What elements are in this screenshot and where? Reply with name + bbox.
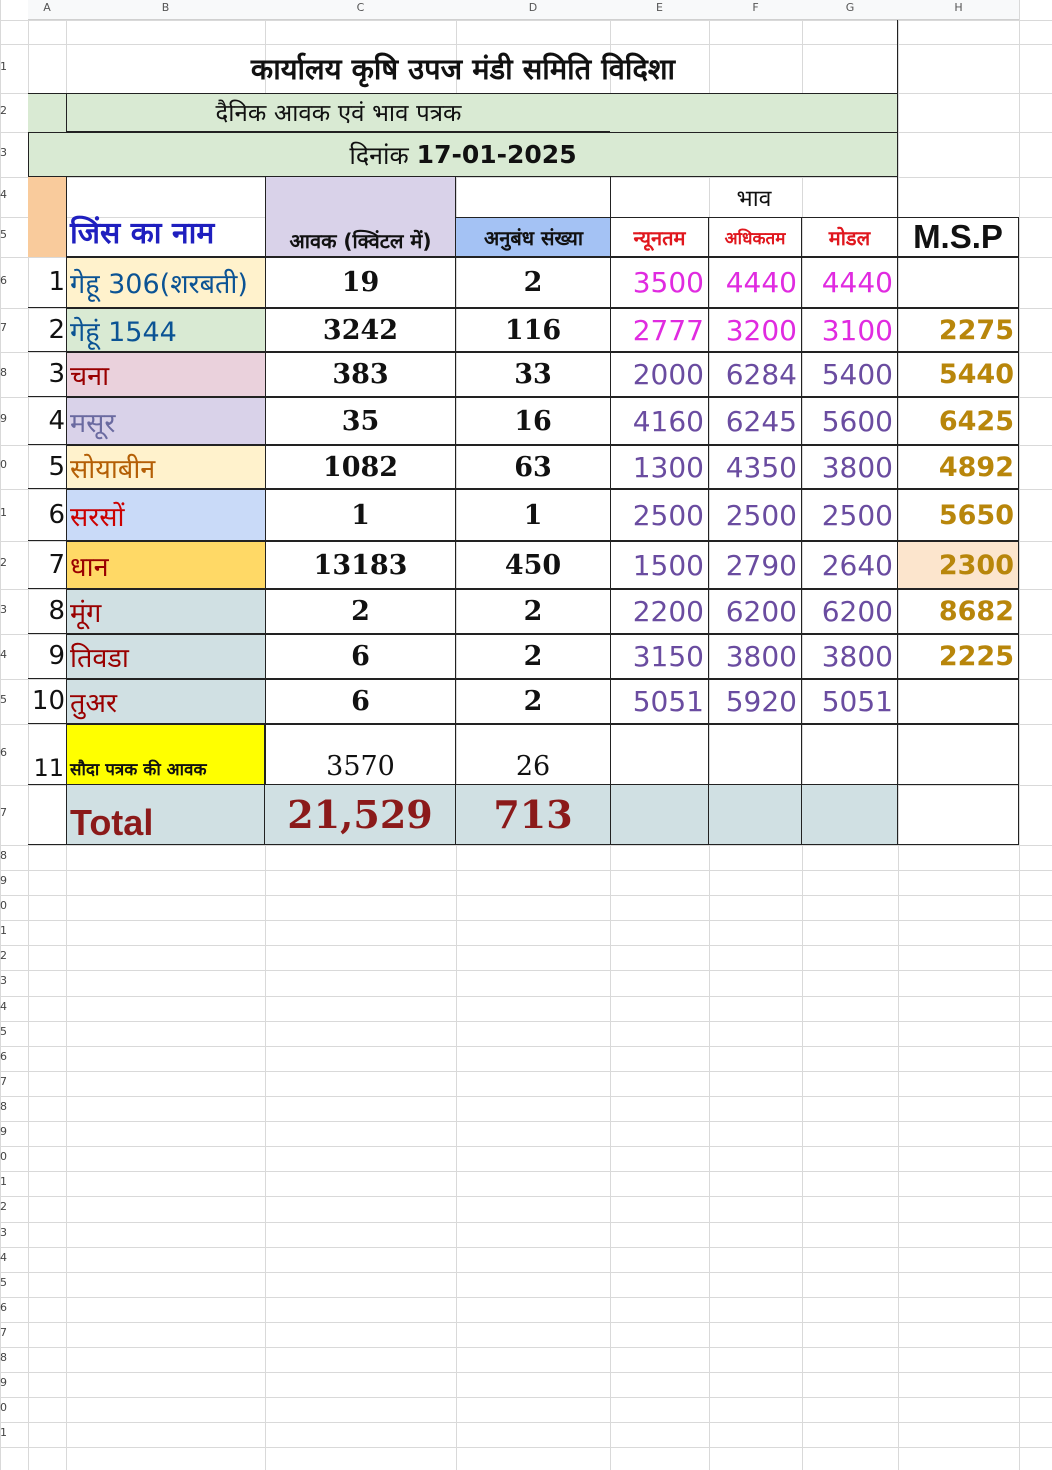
row-sn-text: 7 [48,549,65,580]
row-arrival[interactable] [265,541,456,589]
row-crop-text: सोयाबीन [70,453,156,485]
subtitle-text: दैनिक आवक एवं भाव पत्रक [215,99,462,127]
row-contracts-text: 33 [514,359,552,390]
total-arrival[interactable] [264,784,456,845]
row-number[interactable]: 4 [0,188,7,201]
modal-header[interactable] [801,217,898,257]
subtitle-row-a[interactable] [28,93,66,132]
sauda-sn-text: 11 [33,754,64,782]
row-msp[interactable] [897,541,1019,589]
row-number[interactable]: 8 [0,848,7,862]
total-contracts-text: 713 [493,792,573,837]
column-header-b[interactable]: B [66,0,265,20]
row-min-text: 1300 [632,450,704,484]
row-sn[interactable] [28,257,67,308]
row-number[interactable]: 7 [0,321,7,334]
row-number[interactable]: 2 [0,103,7,117]
row-min-text: 2200 [632,595,704,628]
modal-header-text: मोडल [828,225,871,250]
row-number[interactable]: 8 [0,1350,7,1364]
row-number[interactable]: 3 [0,974,7,987]
row-crop[interactable] [66,308,266,352]
row-number[interactable]: 5 [0,1275,7,1289]
row-arrival[interactable] [265,589,456,634]
msp-header-text: M.S.P [913,218,1003,255]
date-label: दिनांक [349,140,409,170]
subtitle-row-right[interactable] [610,93,898,132]
row-contracts-text: 450 [504,549,562,581]
row-max[interactable] [708,257,802,308]
row-number[interactable]: 6 [0,1300,7,1314]
sauda-arrival[interactable] [265,724,456,785]
row-crop[interactable] [66,679,266,724]
row-arrival-text: 3242 [322,314,399,346]
sauda-label[interactable] [66,724,265,785]
row-number[interactable]: 2 [0,1200,7,1213]
bhav-header[interactable] [610,177,898,217]
row-arrival-text: 19 [341,267,380,298]
row-modal-text: 6200 [821,595,893,628]
row-sn[interactable] [28,445,67,489]
row-max-text: 6200 [725,595,797,628]
row-crop[interactable] [66,489,266,541]
row-number[interactable]: 0 [0,898,7,912]
row-contracts[interactable] [455,634,611,679]
row-min[interactable] [610,679,709,724]
column-header-g[interactable]: G [802,0,898,20]
row-number[interactable]: 1 [0,923,7,937]
row-arrival-text: 35 [341,405,380,437]
row-min[interactable] [610,397,709,445]
row-modal-text: 5600 [821,404,893,438]
subtitle-cell[interactable] [66,93,611,132]
row-crop[interactable] [66,541,266,589]
row-msp[interactable] [897,257,1019,308]
row-arrival-text: 13183 [313,549,408,581]
row-max[interactable] [708,308,802,352]
row-number[interactable]: 8 [0,365,7,379]
sauda-max[interactable] [708,724,802,785]
total-max[interactable] [708,784,802,845]
row-modal[interactable] [801,589,898,634]
row-modal-text: 2640 [821,548,893,582]
min-header-text: न्यूनतम [633,225,686,250]
row-min[interactable] [610,589,709,634]
row-modal-text: 3800 [821,640,893,673]
row-min-text: 2000 [632,358,704,391]
row-number[interactable]: 6 [0,745,7,759]
row-msp[interactable] [897,679,1019,724]
total-label-text: Total [70,802,154,843]
total-min[interactable] [610,784,709,845]
row-modal[interactable] [801,679,898,724]
row-number[interactable]: 9 [0,412,7,425]
row-max[interactable] [708,397,802,445]
row-contracts[interactable] [455,352,611,397]
row-max-text: 3200 [725,313,797,347]
row-number[interactable]: 9 [0,873,7,887]
row-msp-text: 2275 [938,314,1014,346]
row-arrival-text: 383 [332,359,389,390]
crop-header[interactable] [66,177,265,257]
row-min-text: 2500 [632,498,704,532]
column-header-d[interactable]: D [456,0,610,20]
row-arrival-text: 6 [351,686,370,717]
row-crop[interactable] [66,397,266,445]
row-max-text: 6284 [725,358,797,391]
max-header[interactable] [708,217,802,257]
title-text: कार्यालय कृषि उपज मंडी समिति विदिशा [250,51,676,86]
row-arrival[interactable] [265,679,456,724]
row-number[interactable]: 1 [0,506,7,519]
row-arrival[interactable] [265,397,456,445]
row-number[interactable]: 4 [0,999,7,1013]
row-contracts[interactable] [455,589,611,634]
row-crop-text: मसूर [70,407,116,439]
row-arrival[interactable] [265,445,456,489]
row-max[interactable] [708,679,802,724]
row-number[interactable]: 1 [0,59,7,73]
total-arrival-text: 21,529 [287,792,433,837]
row-number[interactable]: 4 [0,647,7,661]
row-contracts-text: 2 [523,686,543,717]
row-modal[interactable] [801,489,898,541]
row-min[interactable] [610,634,709,679]
row-contracts[interactable] [455,445,611,489]
row-msp-text: 5440 [938,359,1014,390]
row-sn-text: 4 [48,405,65,436]
row-sn[interactable] [28,679,67,724]
row-number[interactable]: 0 [0,1149,7,1163]
sauda-msp[interactable] [897,724,1019,785]
row-msp[interactable] [897,352,1019,397]
row-number[interactable]: 4 [0,1250,7,1264]
bhav-header-text: भाव [736,186,772,212]
row-sn[interactable] [28,589,67,634]
row-arrival[interactable] [265,489,456,541]
row-min-text: 1500 [632,548,704,582]
row-contracts-text: 63 [514,451,552,483]
row-sn[interactable] [28,634,67,679]
row-modal-text: 2500 [821,498,893,532]
row-crop-text: चना [70,361,110,392]
row-crop[interactable] [66,352,266,397]
row-msp-text: 2300 [938,549,1014,581]
row-min[interactable] [610,445,709,489]
date-value: 17-01-2025 [416,140,577,169]
row-msp-text: 5650 [938,499,1014,531]
row-number[interactable]: 9 [0,1375,7,1389]
row-msp-text: 6425 [938,405,1014,437]
row-arrival[interactable] [265,308,456,352]
row-number[interactable]: 5 [0,692,7,706]
row-max[interactable] [708,589,802,634]
row-min[interactable] [610,352,709,397]
row-arrival-text: 6 [351,641,370,672]
row-arrival[interactable] [265,634,456,679]
sauda-contracts-text: 26 [515,751,551,782]
row-contracts[interactable] [455,308,611,352]
arrival-header[interactable] [265,177,456,257]
row-number[interactable]: 3 [0,1225,7,1239]
crop-header-text: जिंस का नाम [70,216,215,251]
row-msp[interactable] [897,397,1019,445]
row-min-text: 4160 [632,404,704,438]
row-msp[interactable] [897,489,1019,541]
sauda-modal[interactable] [801,724,898,785]
row-min[interactable] [610,308,709,352]
row-crop-text: गेहूं 1544 [70,316,177,348]
row-max-text: 5920 [725,685,797,718]
row-arrival-text: 1 [351,499,370,531]
title-right-border [897,20,898,177]
row-contracts[interactable] [455,679,611,724]
row-msp[interactable] [897,634,1019,679]
row-number[interactable]: 6 [0,273,7,287]
row-crop-text: तुअर [70,688,118,719]
row-number[interactable]: 7 [0,1074,7,1088]
row-number[interactable]: 1 [0,1174,7,1188]
row-sn-text: 1 [48,267,65,297]
row-number[interactable]: 5 [0,1024,7,1038]
total-modal[interactable] [801,784,898,845]
row-crop-text: तिवडा [70,643,129,674]
row-max[interactable] [708,489,802,541]
row-modal[interactable] [801,541,898,589]
date-cell[interactable] [28,132,898,177]
row-modal[interactable] [801,308,898,352]
row-crop[interactable] [66,634,266,679]
row-crop[interactable] [66,257,266,308]
column-header-e[interactable]: E [610,0,709,20]
row-min-text: 5051 [632,685,704,718]
row-max-text: 4350 [725,450,797,484]
row-sn-text: 5 [48,451,65,482]
row-sn[interactable] [28,397,67,445]
max-header-text: अधिकतम [724,228,786,249]
row-contracts[interactable] [455,541,611,589]
row-max-text: 3800 [725,640,797,673]
row-arrival[interactable] [265,352,456,397]
row-contracts[interactable] [455,489,611,541]
column-header-a[interactable]: A [28,0,66,20]
row-msp-text: 2225 [938,641,1014,672]
row-min-text: 2777 [632,313,704,347]
contracts-header[interactable] [456,217,611,257]
row-max[interactable] [708,541,802,589]
row-contracts-text: 1 [523,499,543,531]
row-modal[interactable] [801,257,898,308]
row-arrival-text: 1082 [322,451,399,483]
row-crop-text: सरसों [70,501,125,533]
row-crop[interactable] [66,589,266,634]
row-msp-text: 4892 [938,451,1014,483]
row-number[interactable]: 0 [0,458,7,471]
row-crop-text: गेहू 306(शरबती) [70,269,248,300]
row-msp[interactable] [897,308,1019,352]
row-sn[interactable] [28,308,67,352]
row-number[interactable]: 1 [0,1425,7,1439]
row-sn[interactable] [28,352,67,397]
sauda-sn[interactable] [28,724,66,785]
row-min[interactable] [610,541,709,589]
msp-header[interactable] [897,217,1019,257]
row-msp-text: 8682 [938,596,1014,627]
row-max[interactable] [708,352,802,397]
column-header-c[interactable]: C [265,0,456,20]
row-number[interactable]: 7 [0,1325,7,1339]
sauda-min[interactable] [610,724,709,785]
row-contracts-text: 2 [523,267,543,298]
row-max-text: 6245 [725,404,797,438]
sauda-contracts[interactable] [455,724,611,785]
row-max[interactable] [708,634,802,679]
column-header-f[interactable]: F [709,0,802,20]
column-header-h[interactable]: H [898,0,1019,20]
row-modal-text: 3100 [821,313,893,347]
row-modal-text: 5400 [821,358,893,391]
row-modal[interactable] [801,352,898,397]
row-number[interactable]: 8 [0,1099,7,1113]
row-number[interactable]: 0 [0,1400,7,1414]
row-crop-text: मूंग [70,598,102,629]
row-max-text: 2790 [725,548,797,582]
row-number[interactable]: 5 [0,228,7,241]
contracts-header-text: अनुबंध संख्या [483,225,584,250]
row-contracts-text: 16 [514,405,552,437]
row-sn[interactable] [28,541,67,589]
row-min-text: 3500 [632,266,704,299]
row-arrival[interactable] [265,257,456,308]
row-number[interactable]: 2 [0,948,7,962]
row-sn-text: 3 [48,359,65,389]
row-msp[interactable] [897,445,1019,489]
row-modal[interactable] [801,397,898,445]
row-sn-text: 2 [48,314,65,345]
row-modal[interactable] [801,634,898,679]
row-arrival-text: 2 [351,596,370,627]
row-sn[interactable] [28,489,67,541]
row-msp[interactable] [897,589,1019,634]
total-label[interactable] [66,784,265,845]
header-a-cell[interactable] [28,177,66,257]
row-contracts[interactable] [455,397,611,445]
row-modal-text: 5051 [821,685,893,718]
sauda-arrival-text: 3570 [326,751,395,782]
row-min[interactable] [610,489,709,541]
arrival-header-text: आवक (क्विंटल में) [289,229,432,253]
row-number[interactable]: 7 [0,806,7,819]
row-contracts-text: 116 [504,314,562,346]
row-max-text: 4440 [725,266,797,299]
row-contracts-text: 2 [523,641,543,672]
contracts-header-top[interactable] [456,177,611,217]
row-number[interactable]: 9 [0,1124,7,1138]
min-header[interactable] [610,217,709,257]
row-crop-text: धान [70,551,109,583]
row-sn-text: 6 [48,499,65,530]
row-sn-text: 10 [31,686,65,716]
total-contracts[interactable] [455,784,611,845]
row-crop[interactable] [66,445,266,489]
row-modal-text: 3800 [821,450,893,484]
row-contracts-text: 2 [523,596,543,627]
row-number[interactable]: 3 [0,602,7,616]
row-max-text: 2500 [725,498,797,532]
page-title[interactable] [28,44,898,92]
row-number[interactable]: 6 [0,1049,7,1063]
row-sn-text: 8 [48,596,65,626]
total-msp[interactable] [897,784,1019,845]
row-min-text: 3150 [632,640,704,673]
total-a[interactable] [28,784,67,845]
sauda-label-text: सौदा पत्रक की आवक [70,760,207,780]
row-number[interactable]: 2 [0,556,7,569]
row-modal[interactable] [801,445,898,489]
row-contracts[interactable] [455,257,611,308]
row-max[interactable] [708,445,802,489]
row-number[interactable]: 3 [0,145,7,159]
row-modal-text: 4440 [821,266,893,299]
row-sn-text: 9 [48,641,65,671]
row-min[interactable] [610,257,709,308]
